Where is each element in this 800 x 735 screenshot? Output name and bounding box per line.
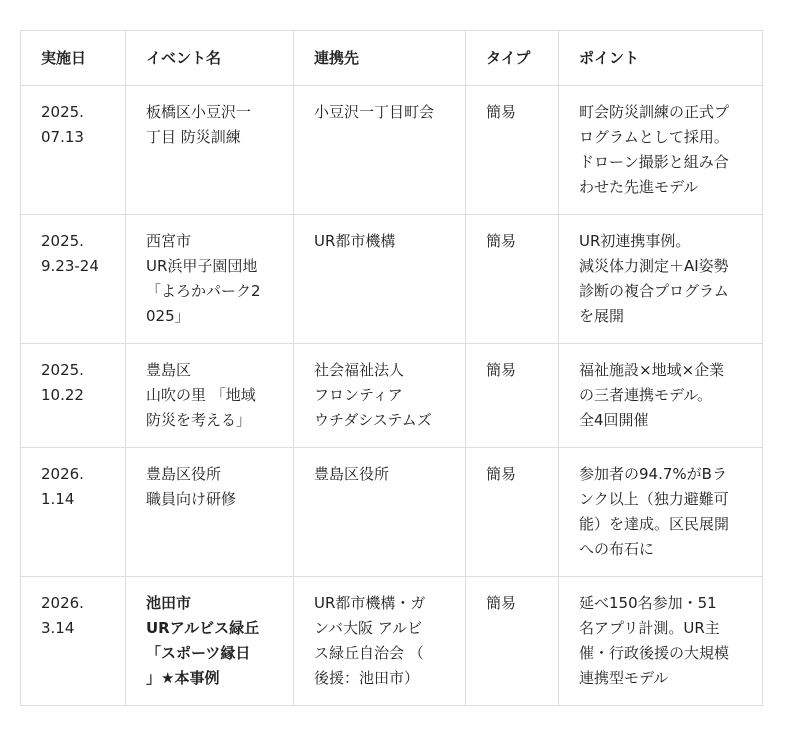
cell-partner: [294, 448, 466, 577]
type-label: 簡易: [486, 232, 517, 250]
event-table-container: [20, 30, 762, 706]
point-line: ログラムとして採用。: [579, 128, 729, 146]
partner-line: 小豆沢一丁目町会: [314, 103, 435, 121]
event-line: 「スポーツ縁日: [146, 644, 251, 662]
table-header-row: [21, 31, 763, 86]
date-line: 9.23-24: [41, 257, 99, 275]
point-line: ドローン撮影と組み合: [579, 153, 729, 171]
cell-partner: [294, 86, 466, 215]
header-event-name: イベント名: [126, 31, 294, 86]
event-line: 池田市: [146, 594, 192, 612]
type-label: 簡易: [486, 465, 517, 483]
point-line: 診断の複合プログラム: [579, 282, 729, 300]
event-line: 豊島区: [146, 361, 192, 379]
partner-line: UR都市機構: [314, 232, 396, 250]
table-row: [21, 86, 763, 215]
date-line: 2026.: [41, 465, 84, 483]
header-type: タイプ: [466, 31, 559, 86]
cell-date: [21, 448, 126, 577]
cell-partner: [294, 215, 466, 344]
event-line: UR浜甲子園団地: [146, 257, 258, 275]
cell-type: [466, 344, 559, 448]
cell-type: [466, 86, 559, 215]
cell-point: [559, 344, 763, 448]
table-row: [21, 577, 763, 706]
point-line: 福祉施設×地域×企業: [579, 361, 725, 379]
date-line: 2026.: [41, 594, 84, 612]
date-line: 1.14: [41, 490, 75, 508]
header-partner: 連携先: [294, 31, 466, 86]
point-line: ンク以上（独力避難可: [579, 490, 729, 508]
event-line: 板橋区小豆沢一: [146, 103, 252, 121]
partner-line: 後援：池田市）: [314, 669, 420, 687]
cell-partner: [294, 344, 466, 448]
table-row: [21, 215, 763, 344]
event-line: URアルビス緑丘: [146, 619, 260, 637]
cell-point: [559, 448, 763, 577]
point-line: 町会防災訓練の正式プ: [579, 103, 730, 121]
event-table: [20, 30, 763, 706]
point-line: 連携型モデル: [579, 669, 669, 687]
point-line: を展開: [579, 307, 625, 325]
partner-line: ンバ大阪 アルビ: [314, 619, 423, 637]
cell-event-name: [126, 448, 294, 577]
type-label: 簡易: [486, 594, 517, 612]
cell-type: [466, 215, 559, 344]
date-line: 07.13: [41, 128, 84, 146]
event-line: 西宮市: [146, 232, 192, 250]
cell-event-name: [126, 344, 294, 448]
partner-line: ウチダシステムズ: [314, 411, 432, 429]
cell-date: [21, 215, 126, 344]
date-line: 10.22: [41, 386, 84, 404]
partner-line: 社会福祉法人: [314, 361, 405, 379]
table-row: [21, 344, 763, 448]
event-line: 025」: [146, 307, 190, 325]
date-line: 2025.: [41, 103, 84, 121]
event-line: 山吹の里 「地域: [146, 386, 256, 404]
event-line: 職員向け研修: [146, 490, 237, 508]
date-line: 3.14: [41, 619, 75, 637]
type-label: 簡易: [486, 103, 517, 121]
cell-event-name: [126, 577, 294, 706]
point-line: 能）を達成。区民展開: [579, 515, 730, 533]
event-line: 防災を考える」: [146, 411, 252, 429]
table-row: [21, 448, 763, 577]
point-line: 催・行政後援の大規模: [579, 644, 730, 662]
event-line: 丁目 防災訓練: [146, 128, 241, 146]
cell-date: [21, 344, 126, 448]
cell-type: [466, 448, 559, 577]
point-line: への布石に: [579, 540, 655, 558]
event-line: 」★本事例: [146, 669, 220, 687]
date-line: 2025.: [41, 232, 84, 250]
cell-point: [559, 86, 763, 215]
cell-point: [559, 577, 763, 706]
point-line: の三者連携モデル。: [579, 386, 713, 404]
partner-line: ス緑丘自治会 （: [314, 644, 424, 662]
point-line: UR初連携事例。: [579, 232, 691, 250]
point-line: わせた先進モデル: [579, 178, 699, 196]
cell-event-name: [126, 86, 294, 215]
event-line: 「よろかパーク2: [146, 282, 261, 300]
header-date: 実施日: [21, 31, 126, 86]
cell-event-name: [126, 215, 294, 344]
partner-line: UR都市機構・ガ: [314, 594, 426, 612]
date-line: 2025.: [41, 361, 84, 379]
partner-line: フロンティア: [314, 386, 403, 404]
cell-type: [466, 577, 559, 706]
cell-partner: [294, 577, 466, 706]
event-line: 豊島区役所: [146, 465, 222, 483]
partner-line: 豊島区役所: [314, 465, 390, 483]
point-line: 延べ150名参加・51: [579, 594, 717, 612]
point-line: 減災体力測定＋AI姿勢: [579, 257, 729, 275]
cell-point: [559, 215, 763, 344]
point-line: 名アプリ計測。UR主: [579, 619, 720, 637]
cell-date: [21, 577, 126, 706]
point-line: 全4回開催: [579, 411, 649, 429]
cell-date: [21, 86, 126, 215]
type-label: 簡易: [486, 361, 517, 379]
header-point: ポイント: [559, 31, 763, 86]
point-line: 参加者の94.7%がBラ: [579, 465, 727, 483]
